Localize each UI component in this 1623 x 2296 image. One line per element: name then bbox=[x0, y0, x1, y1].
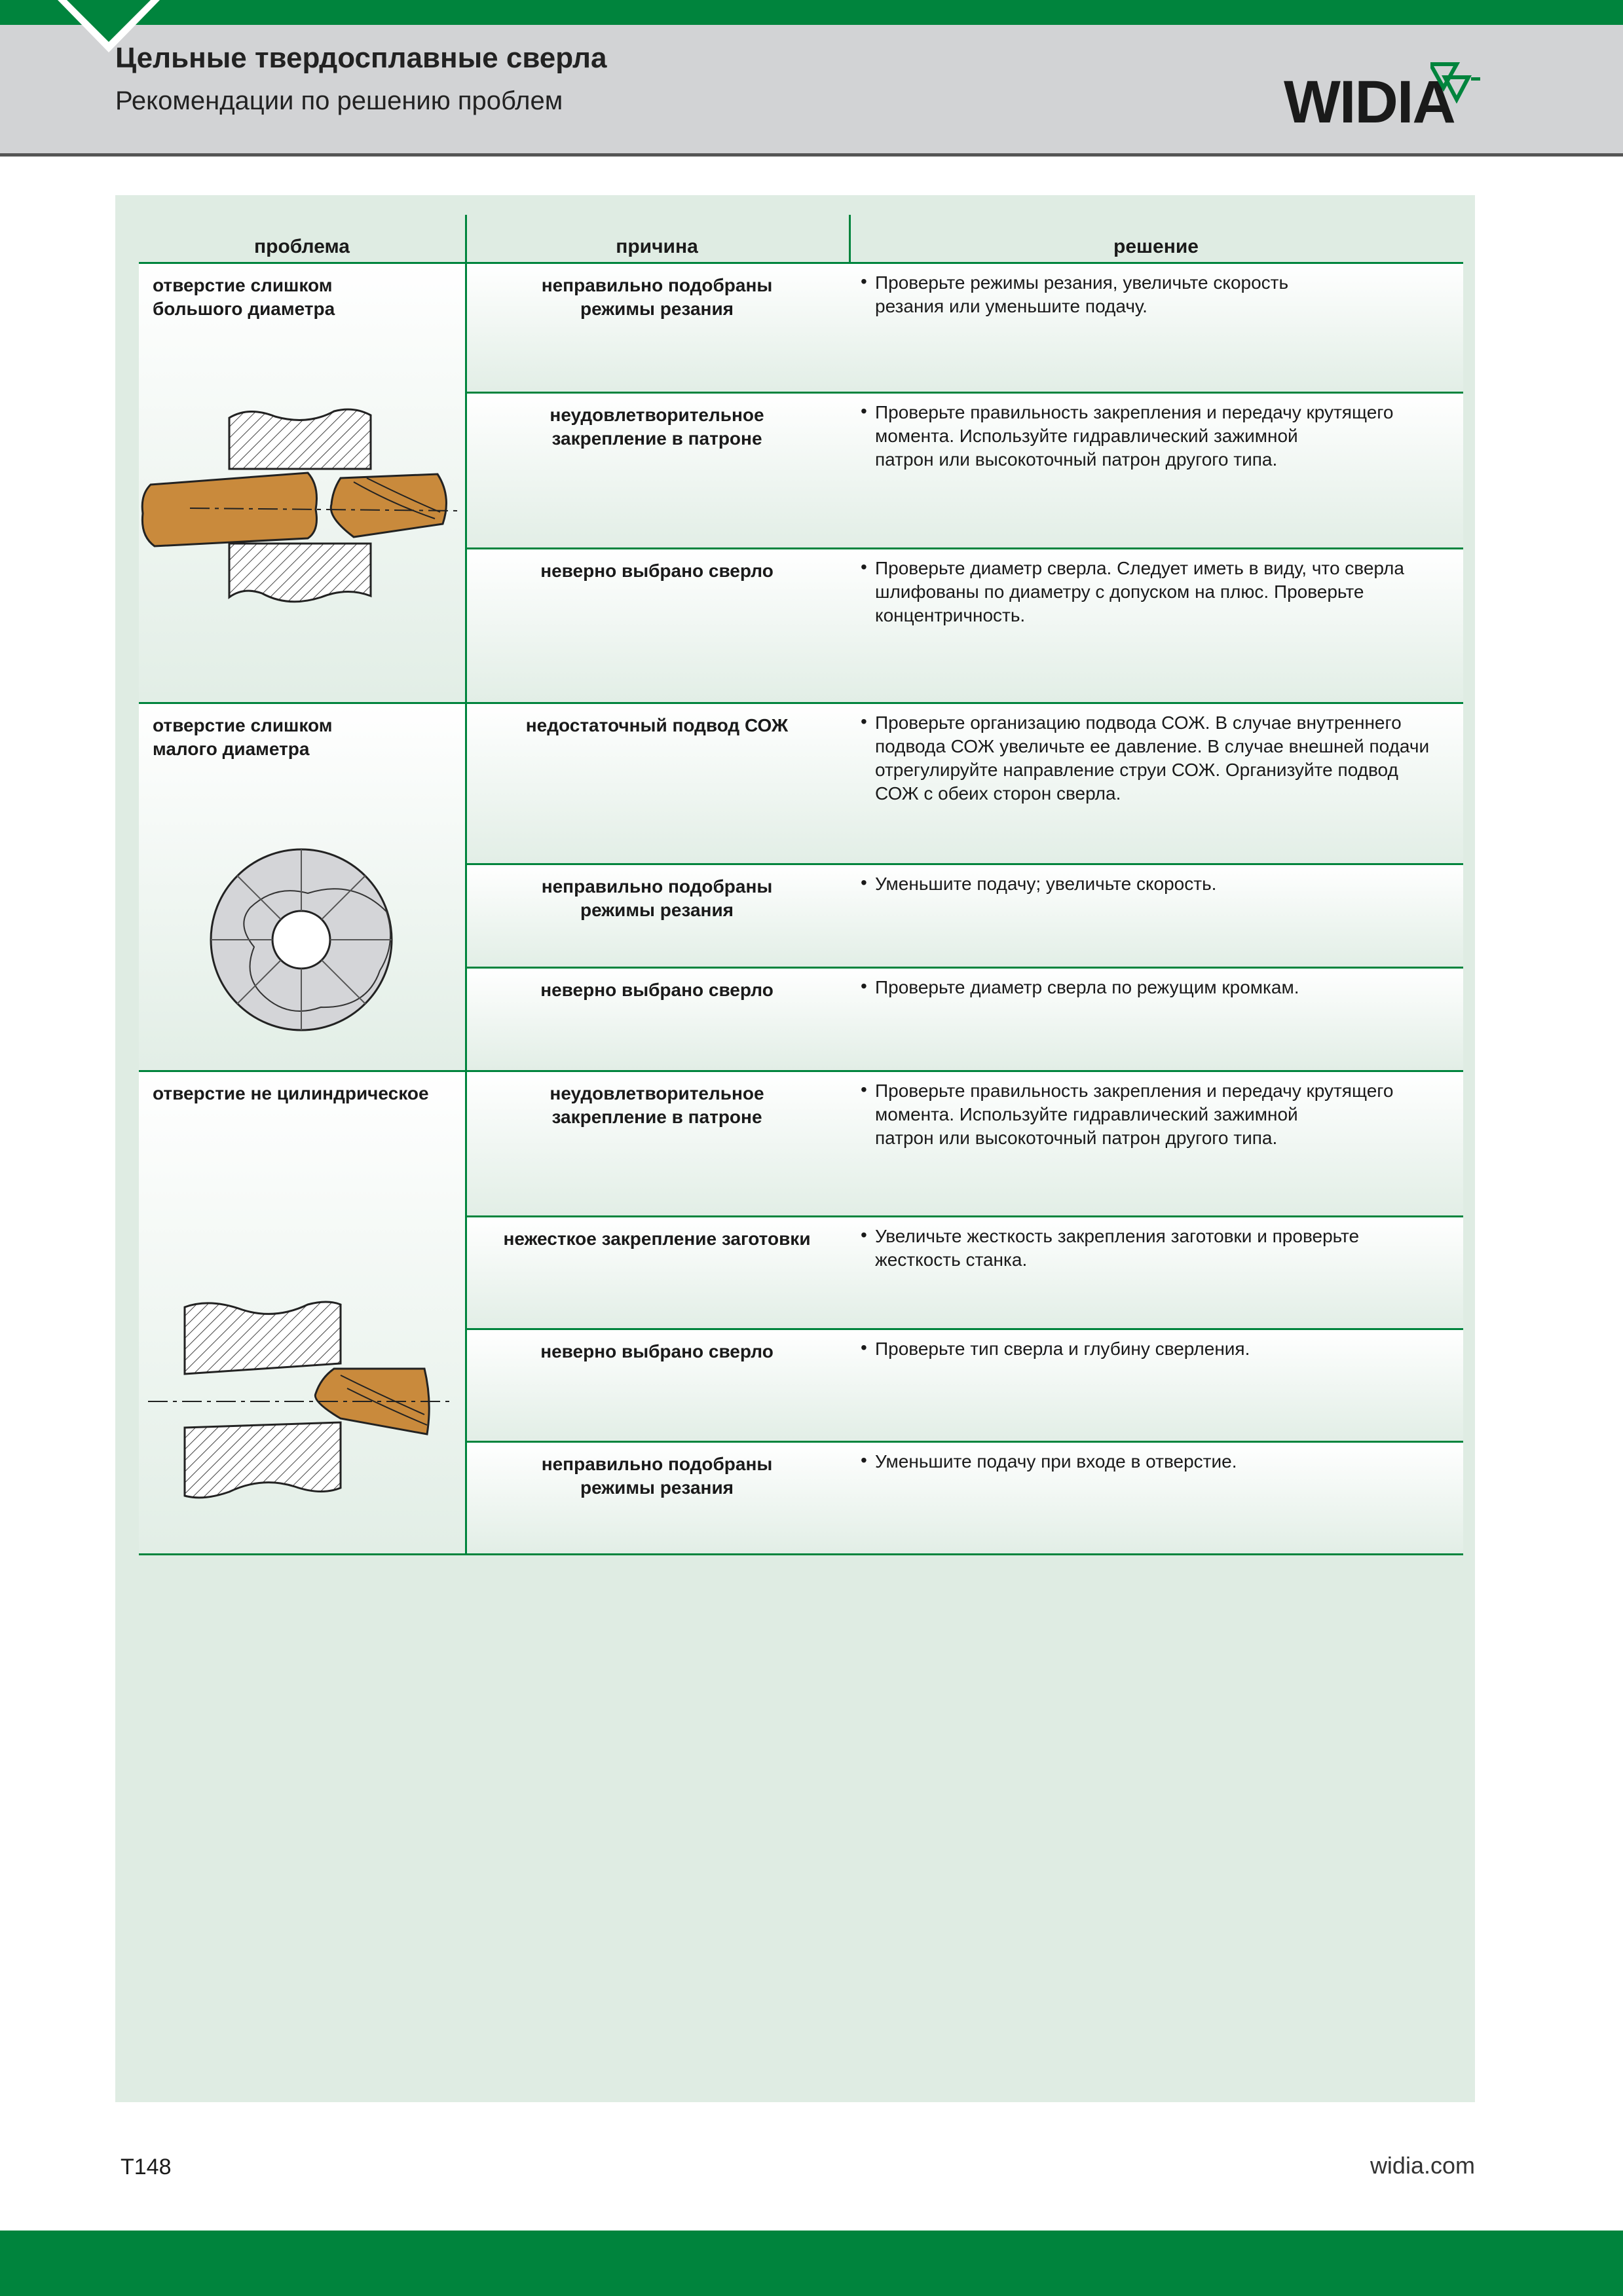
logo-triangles-icon bbox=[1430, 62, 1483, 103]
cause-label: неправильно подобраны режимы резания bbox=[541, 876, 773, 920]
solution-text: Проверьте тип сверла и глубину сверления. bbox=[875, 1339, 1250, 1359]
bullet-icon: • bbox=[861, 401, 867, 421]
problem-label: отверстие не цилиндрическое bbox=[153, 1083, 429, 1103]
problem-cell-bg bbox=[139, 1070, 465, 1553]
column-header-solution: решение bbox=[1113, 236, 1199, 257]
cause-label: неправильно подобраны режимы резания bbox=[541, 1454, 773, 1498]
solution-text: Увеличьте жесткость закрепления заготовки и проверьте жесткость станка. bbox=[875, 1226, 1360, 1270]
page-title: Цельные твердосплавные сверла bbox=[115, 42, 607, 74]
bullet-icon: • bbox=[861, 271, 867, 291]
table-bottom-rule bbox=[139, 1553, 1463, 1555]
cause-label: неверно выбрано сверло bbox=[540, 980, 774, 1000]
problem-label: отверстие слишком малого диаметра bbox=[153, 715, 333, 759]
cause-label: неверно выбрано сверло bbox=[540, 561, 774, 581]
logo-wordmark: WIDIA bbox=[1284, 69, 1455, 136]
row-divider bbox=[465, 1441, 1463, 1443]
row-divider bbox=[465, 1328, 1463, 1330]
bullet-icon: • bbox=[861, 1337, 867, 1358]
cause-label: неверно выбрано сверло bbox=[540, 1341, 774, 1361]
header-underline bbox=[139, 262, 1463, 264]
cause-label: неудовлетворительное закрепление в патроне bbox=[550, 1083, 764, 1127]
problem-label: отверстие слишком большого диаметра bbox=[153, 275, 335, 319]
bullet-icon: • bbox=[861, 1225, 867, 1245]
cause-label: неправильно подобраны режимы резания bbox=[541, 275, 773, 319]
bullet-icon: • bbox=[861, 557, 867, 577]
header-divider bbox=[0, 153, 1623, 157]
problem-cell-bg bbox=[139, 262, 465, 702]
top-brand-bar bbox=[0, 0, 1623, 25]
solution-text: Проверьте диаметр сверла. Следует иметь в виду, что сверла шлифованы по диаметру с допуском на плюс. Проверьте концентричность. bbox=[875, 558, 1404, 625]
page-subtitle: Рекомендации по решению проблем bbox=[115, 86, 563, 115]
cause-label: неудовлетворительное закрепление в патроне bbox=[550, 405, 764, 449]
solution-text: Проверьте организацию подвода СОЖ. В случае внутреннего подвода СОЖ увеличьте ее давление. В случае внешней подачи отрегулируйте направление струи СОЖ. Организуйте подвод СОЖ с обеих сторон сверла. bbox=[875, 713, 1430, 804]
row-divider bbox=[465, 1215, 1463, 1217]
page-number: T148 bbox=[121, 2155, 172, 2179]
corner-triangle-inner bbox=[67, 0, 151, 42]
widia-logo bbox=[1284, 63, 1480, 135]
column-header-problem: проблема bbox=[254, 236, 350, 257]
cause-label: нежесткое закрепление заготовки bbox=[503, 1229, 811, 1249]
cause-label: недостаточный подвод СОЖ bbox=[525, 715, 789, 735]
row-divider bbox=[465, 863, 1463, 865]
solution-text: Проверьте правильность закрепления и передачу крутящего момента. Используйте гидравлический зажимной патрон или высокоточный патрон другого типа. bbox=[875, 1081, 1394, 1148]
column-header-cause: причина bbox=[616, 236, 698, 257]
website-link[interactable]: widia.com bbox=[1370, 2152, 1475, 2179]
solution-text: Проверьте правильность закрепления и передачу крутящего момента. Используйте гидравлический зажимной патрон или высокоточный патрон другого типа. bbox=[875, 402, 1394, 470]
solution-text: Уменьшите подачу; увеличьте скорость. bbox=[875, 874, 1217, 894]
solution-text: Проверьте режимы резания, увеличьте скорость резания или уменьшите подачу. bbox=[875, 272, 1289, 316]
bullet-icon: • bbox=[861, 976, 867, 996]
row-divider bbox=[465, 547, 1463, 549]
bullet-icon: • bbox=[861, 711, 867, 731]
bullet-icon: • bbox=[861, 1079, 867, 1100]
bottom-brand-bar bbox=[0, 2231, 1623, 2296]
bullet-icon: • bbox=[861, 1450, 867, 1470]
solution-text: Проверьте диаметр сверла по режущим кромкам. bbox=[875, 977, 1299, 997]
bullet-icon: • bbox=[861, 872, 867, 893]
row-divider bbox=[465, 392, 1463, 394]
row-divider bbox=[465, 967, 1463, 969]
solution-text: Уменьшите подачу при входе в отверстие. bbox=[875, 1451, 1237, 1472]
